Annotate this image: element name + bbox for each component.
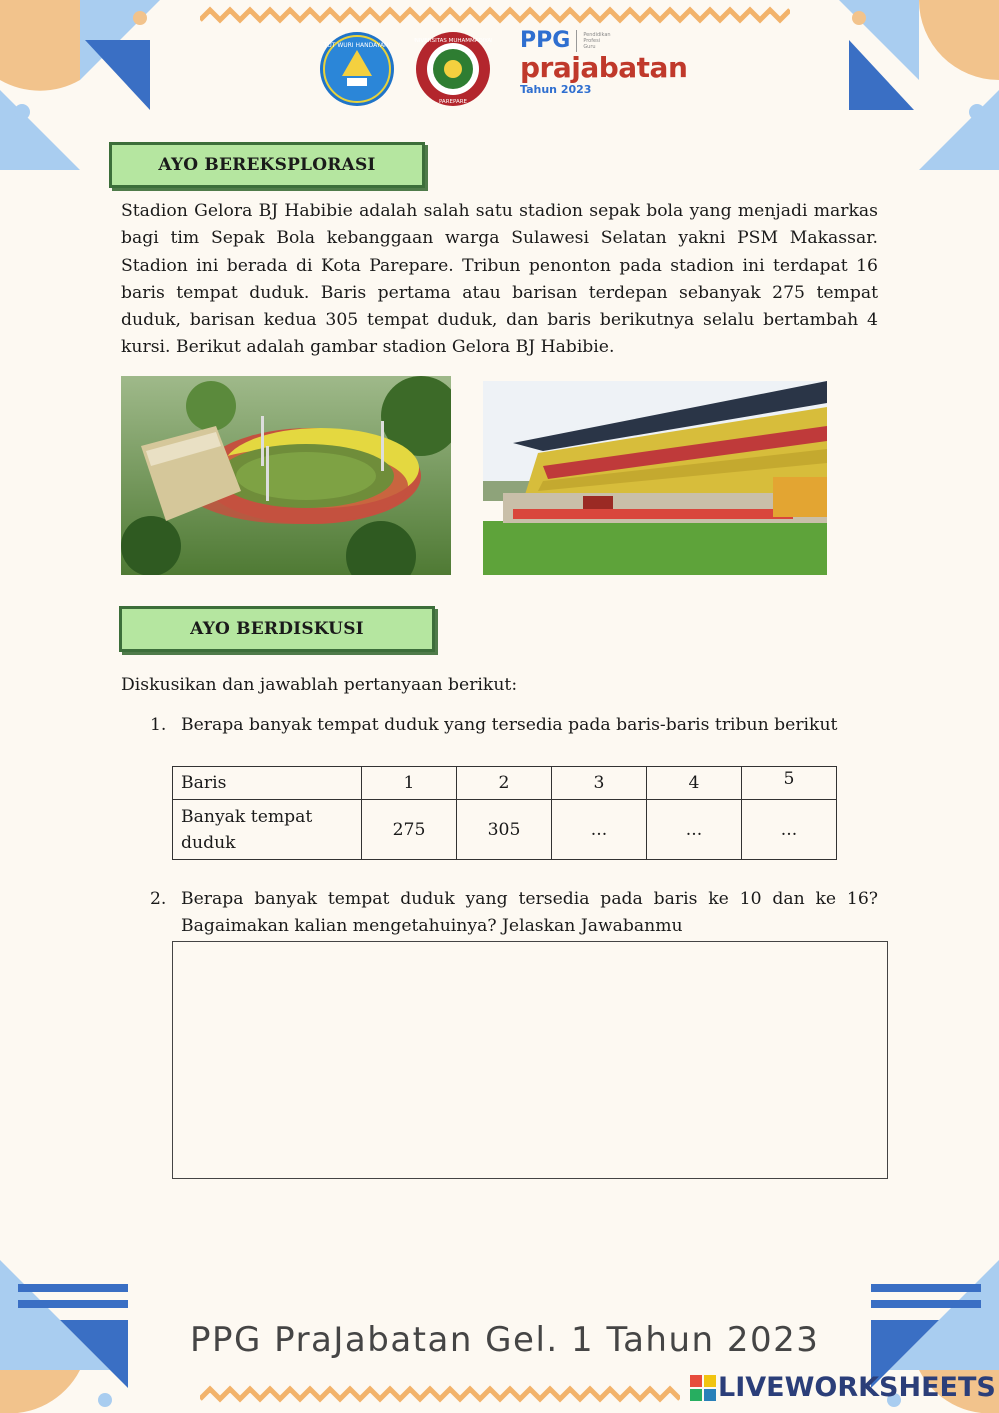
ppg-year: Tahun 2023: [520, 83, 592, 96]
baris-cell-2: 2: [457, 767, 552, 800]
seat-cell-5[interactable]: ...: [742, 800, 837, 860]
stadium-aerial-photo: [121, 376, 451, 575]
baris-cell-4: 4: [647, 767, 742, 800]
university-logo-bottom-text: PAREPARE: [438, 99, 468, 105]
bottom-zigzag-border: [200, 1383, 680, 1405]
seat-cell-3[interactable]: ...: [552, 800, 647, 860]
seat-table: [172, 766, 837, 860]
question-2-line-2: Bagaimakan kalian mengetahuinya? Jelaskan Jawabanmu: [181, 916, 683, 936]
footer-text: PPG PraJabatan Gel. 1 Tahun 2023: [190, 1320, 820, 1360]
liveworksheets-brand[interactable]: [690, 1372, 996, 1403]
section-title-explore: AYO BEREKSPLORASI: [109, 142, 425, 188]
explore-paragraph: Stadion Gelora BJ Habibie adalah salah satu stadion sepak bola yang menjadi markas bagi tim Sepak Bola kebanggaan warga Sulawesi Selatan yakni PSM Makassar. Stadion ini berada di Kota Parepare. Tribun penonton pada stadion ini terdapat 16 baris tempat duduk. Baris pertama atau barisan terdepan sebanyak 275 tempat duduk, barisan kedua 305 tempat duduk, dan baris berikutnya selalu bertambah 4 kursi. Berikut adalah gambar stadion Gelora BJ Habibie.: [121, 201, 878, 358]
university-logo: [414, 30, 492, 108]
answer-box[interactable]: [172, 941, 888, 1179]
table-row-baris: [173, 767, 837, 800]
seat-cell-1: 275: [362, 800, 457, 860]
ppg-label: PPG: [520, 28, 571, 53]
ppg-prajabatan-logo: [520, 28, 687, 96]
stadium-grandstand-photo: [483, 381, 827, 575]
question-1-number: 1.: [150, 715, 167, 735]
bottom-left-corner-decoration: [0, 1260, 160, 1413]
university-logo-top-text: UNIVERSITAS MUHAMMADIYAH: [414, 38, 492, 44]
liveworksheets-label: LIVEWORKSHEETS: [718, 1372, 996, 1403]
discussion-intro: Diskusikan dan jawablah pertanyaan berikut:: [121, 675, 518, 695]
seat-cell-2: 305: [457, 800, 552, 860]
liveworksheets-icon: [690, 1375, 716, 1401]
question-2-line-1: Berapa banyak tempat duduk yang tersedia pada baris ke 10 dan ke 16?: [181, 889, 878, 909]
seat-cell-4[interactable]: ...: [647, 800, 742, 860]
ministry-logo-text: TUT WURI HANDAYANI: [323, 42, 391, 49]
top-zigzag-border: [200, 4, 790, 26]
baris-cell-1: 1: [362, 767, 457, 800]
row-label-seats: Banyak tempat duduk: [173, 800, 362, 860]
question-2-number: 2.: [150, 889, 167, 909]
question-1-text: Berapa banyak tempat duduk yang tersedia pada baris-baris tribun berikut: [181, 715, 838, 735]
baris-cell-3: 3: [552, 767, 647, 800]
row-label-baris: Baris: [173, 767, 362, 800]
ministry-logo: [320, 32, 394, 106]
table-row-seats: [173, 800, 837, 860]
baris-cell-5: 5: [742, 767, 837, 800]
section-title-discuss: AYO BERDISKUSI: [119, 606, 435, 652]
top-right-corner-decoration: [839, 0, 999, 170]
prajabatan-wordmark: prajabatan: [520, 51, 688, 84]
answer-input[interactable]: [173, 942, 887, 1178]
ppg-subtitle: Pendidikan Profesi Guru: [583, 31, 611, 50]
